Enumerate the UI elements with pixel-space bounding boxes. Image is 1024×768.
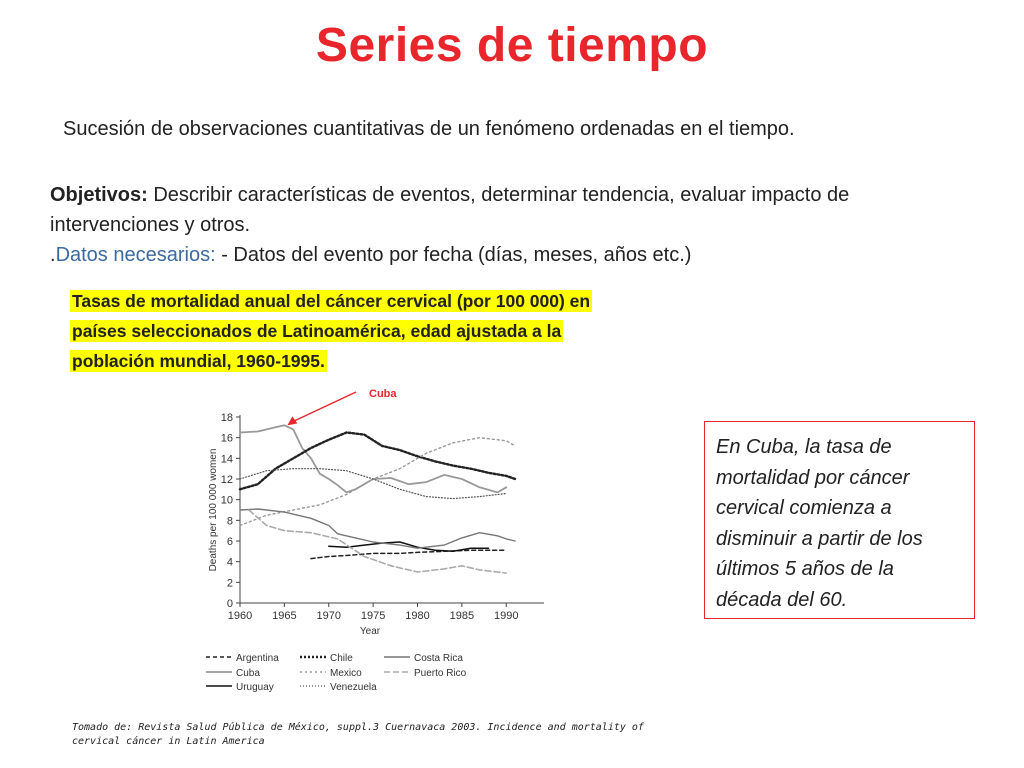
caption-text-2: países seleccionados de Latinoamérica, edad ajustada a la [72, 321, 562, 341]
y-tick-label: 10 [220, 494, 233, 507]
legend-label: Uruguay [236, 682, 274, 693]
caption-line [70, 346, 670, 376]
x-axis-label: Year [359, 626, 381, 637]
caption-text-3: población mundial, 1960-1995. [72, 351, 325, 371]
x-tick-label: 1965 [272, 610, 297, 622]
x-tick-label: 1980 [405, 610, 430, 622]
series-line-argentina [311, 550, 506, 558]
mortality-chart [196, 384, 556, 704]
series-line-puerto-rico [249, 510, 506, 573]
y-tick-label: 2 [226, 577, 233, 590]
y-tick-label: 12 [220, 474, 233, 486]
y-tick-label: 16 [220, 432, 233, 445]
source-citation [72, 721, 672, 749]
y-tick-label: 8 [226, 515, 233, 528]
x-tick-label: 1990 [494, 610, 519, 622]
series-line-cuba [240, 425, 506, 492]
annotation-label: Cuba [369, 388, 397, 400]
y-tick-label: 4 [226, 556, 233, 569]
x-tick-label: 1985 [449, 610, 475, 622]
x-tick-label: 1975 [360, 610, 386, 622]
source-line-2: cervical cáncer in Latin America [72, 736, 265, 747]
annotation-arrow-line [293, 392, 356, 421]
data-needed-label: Datos necesarios: [55, 244, 216, 266]
legend-label: Argentina [236, 653, 279, 664]
caption-text-1: Tasas de mortalidad anual del cáncer cervical (por 100 000) en [72, 291, 591, 311]
objectives-paragraph [50, 180, 970, 240]
legend-label: Costa Rica [414, 653, 463, 664]
legend-label: Cuba [236, 668, 260, 679]
cuba-note-text: En Cuba, la tasa de mortalidad por cáncer cervical comienza a disminuir a partir de los últimos 5 años de la década del 60. [716, 436, 923, 611]
series-line-venezuela [240, 469, 506, 499]
cuba-note-box [704, 421, 975, 619]
legend-label: Venezuela [330, 682, 377, 693]
y-tick-label: 6 [226, 536, 233, 548]
mortality-chart-svg [196, 384, 556, 704]
data-needed-paragraph [50, 240, 970, 270]
legend-label: Puerto Rico [414, 668, 467, 679]
y-tick-label: 0 [226, 598, 233, 610]
series-line-costa-rica [240, 509, 515, 548]
data-needed-prefix: . [50, 244, 56, 266]
x-tick-label: 1960 [227, 610, 253, 622]
caption-line [70, 286, 670, 316]
data-needed-text: - Datos del evento por fecha (días, meses, años etc.) [215, 244, 692, 266]
objectives-block [50, 180, 970, 270]
y-axis-label: Deaths per 100 000 women [208, 448, 219, 572]
objectives-text: Describir características de eventos, determinar tendencia, evaluar impacto de intervenciones y otros. [50, 184, 850, 236]
x-tick-label: 1970 [316, 610, 341, 622]
chart-caption-highlight [70, 286, 670, 376]
slide-title: Series de tiempo [315, 19, 709, 72]
y-tick-label: 18 [220, 412, 233, 424]
source-line-1: Tomado de: Revista Salud Pública de México, suppl.3 Cuernavaca 2003. Incidence and mortality of [72, 722, 644, 733]
caption-line [70, 316, 670, 346]
legend-label: Chile [330, 653, 353, 664]
legend-label: Mexico [330, 668, 362, 679]
subtitle: Sucesión de observaciones cuantitativas de un fenómeno ordenadas en el tiempo. [63, 118, 795, 140]
y-tick-label: 14 [220, 453, 233, 466]
objectives-label: Objetivos: [50, 184, 148, 206]
